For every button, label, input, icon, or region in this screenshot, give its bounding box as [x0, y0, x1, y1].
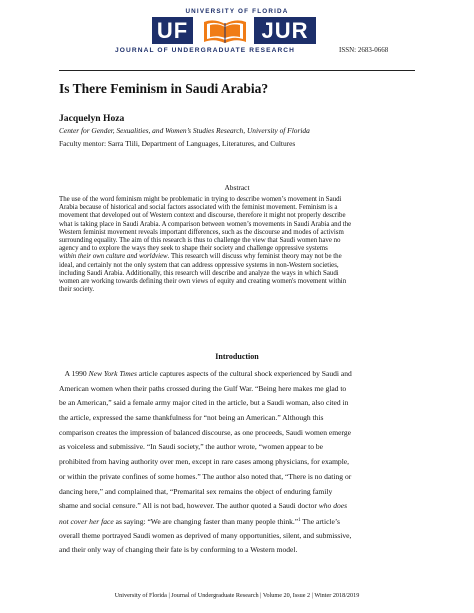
intro-line: comparison creates the impression of balanced discourse, as one proceeds, Saudi women emerge	[59, 427, 351, 437]
intro-line: or within the private confines of some homes.” The author also noted that, “There is no dating or	[59, 471, 352, 481]
abstract-line: The use of the word feminism might be problematic in trying to describe women’s movement in Saudi	[59, 196, 342, 203]
header-divider	[59, 70, 415, 71]
nyt-citation: New York Times	[88, 369, 137, 378]
abstract-line: women are working towards defining their own views of equity and creating women's movement within	[59, 277, 347, 285]
intro-line: overall theme portrayed Saudi women as deprived of many opportunities, silent, and submissive,	[59, 530, 352, 540]
intro-emphasis: who does	[318, 501, 348, 511]
abstract-heading: Abstract	[224, 183, 250, 192]
introduction-heading: Introduction	[215, 352, 259, 361]
abstract-line	[59, 253, 415, 261]
abstract-body	[59, 196, 415, 294]
journal-name: JOURNAL OF UNDERGRADUATE RESEARCH	[115, 47, 296, 54]
open-book-icon	[202, 18, 248, 44]
intro-line: the article, expressed the same thankfulness for “not being an American.” Although this	[59, 413, 324, 423]
intro-text: as saying: “We are changing faster than many people think.”	[113, 516, 299, 526]
abstract-line: their society.	[59, 286, 95, 294]
introduction-body	[59, 367, 415, 558]
abstract-line: movement that developed out of Western context and discourse, therefore it might not properly describe	[59, 212, 346, 220]
university-name: UNIVERSITY OF FLORIDA	[185, 8, 289, 15]
intro-text: A 1990	[64, 369, 89, 378]
footnote-marker[interactable]: 1	[298, 517, 301, 523]
intro-text: The article’s	[300, 516, 340, 526]
intro-line: dancing here,” and complained that, “Premarital sex remains the object of enduring family	[59, 486, 333, 496]
abstract-line: what is taking place in Saudi Arabia. A comparison between women’s movements in Saudi Arabia and the	[59, 220, 352, 228]
intro-line: as voiceless and submissive. “In Saudi society,” the author wrote, “women appear to be	[59, 442, 323, 452]
logo-uf: UF	[152, 17, 193, 44]
abstract-line: surrounding equality. The aim of this research is thus to challenge the view that Saudi women have no	[59, 236, 341, 244]
abstract-line: Western feminist movement reveals important differences, such as the discourse and modes of activism	[59, 228, 344, 236]
intro-text: article captures aspects of the cultural shock experienced by Saudi and	[136, 369, 352, 378]
intro-text: shame and social censure.” All is not bad, however. The author quoted a Saudi doctor	[59, 501, 319, 511]
article-title: Is There Feminism in Saudi Arabia?	[59, 81, 269, 96]
author-affiliation: Center for Gender, Sexualities, and Women’s Studies Research, University of Florida	[59, 126, 310, 135]
issn: ISSN: 2683-0668	[339, 46, 389, 54]
intro-line	[59, 367, 415, 382]
logo-jur: JUR	[254, 17, 316, 44]
intro-line	[59, 499, 415, 514]
intro-line: be an American,” said a female army major cited in the article, but a Saudi woman, also cited in	[59, 398, 349, 408]
intro-line	[59, 514, 415, 529]
journal-logo	[152, 17, 322, 44]
faculty-mentor: Faculty mentor: Sarra Tlili, Department of Languages, Literatures, and Cultures	[59, 139, 296, 148]
abstract-line: including Saudi Arabia. Additionally, this research will describe and analyze the ways in which Saudi	[59, 269, 339, 277]
abstract-line: ideal, and certainly not the only system that can address oppressive systems in non-Western societies,	[59, 261, 339, 269]
abstract-line: Arabia because of historical and social factors associated with the feminist movement. Feminism is a	[59, 204, 338, 212]
abstract-emphasis: within their own culture and worldview	[59, 253, 168, 261]
page-footer: University of Florida | Journal of Undergraduate Research | Volume 20, Issue 2 | Winter 2018/2019	[114, 592, 360, 599]
intro-line: American women when their paths crossed during the Gulf War. “Being here makes me glad to	[59, 383, 347, 393]
intro-line: and their only way of changing their fate is by conforming to a Western model.	[59, 545, 298, 555]
author-name: Jacquelyn Hoza	[59, 113, 125, 124]
abstract-text: . This research will discuss why feminist theory may not be the	[167, 253, 342, 261]
abstract-line: agency and to explore the ways they seek to shape their society and challenge oppressive systems	[59, 245, 328, 253]
intro-emphasis: not cover her face	[59, 516, 114, 526]
intro-line: prohibited from having authority over men, except in rare cases among physicians, for example,	[59, 457, 350, 467]
